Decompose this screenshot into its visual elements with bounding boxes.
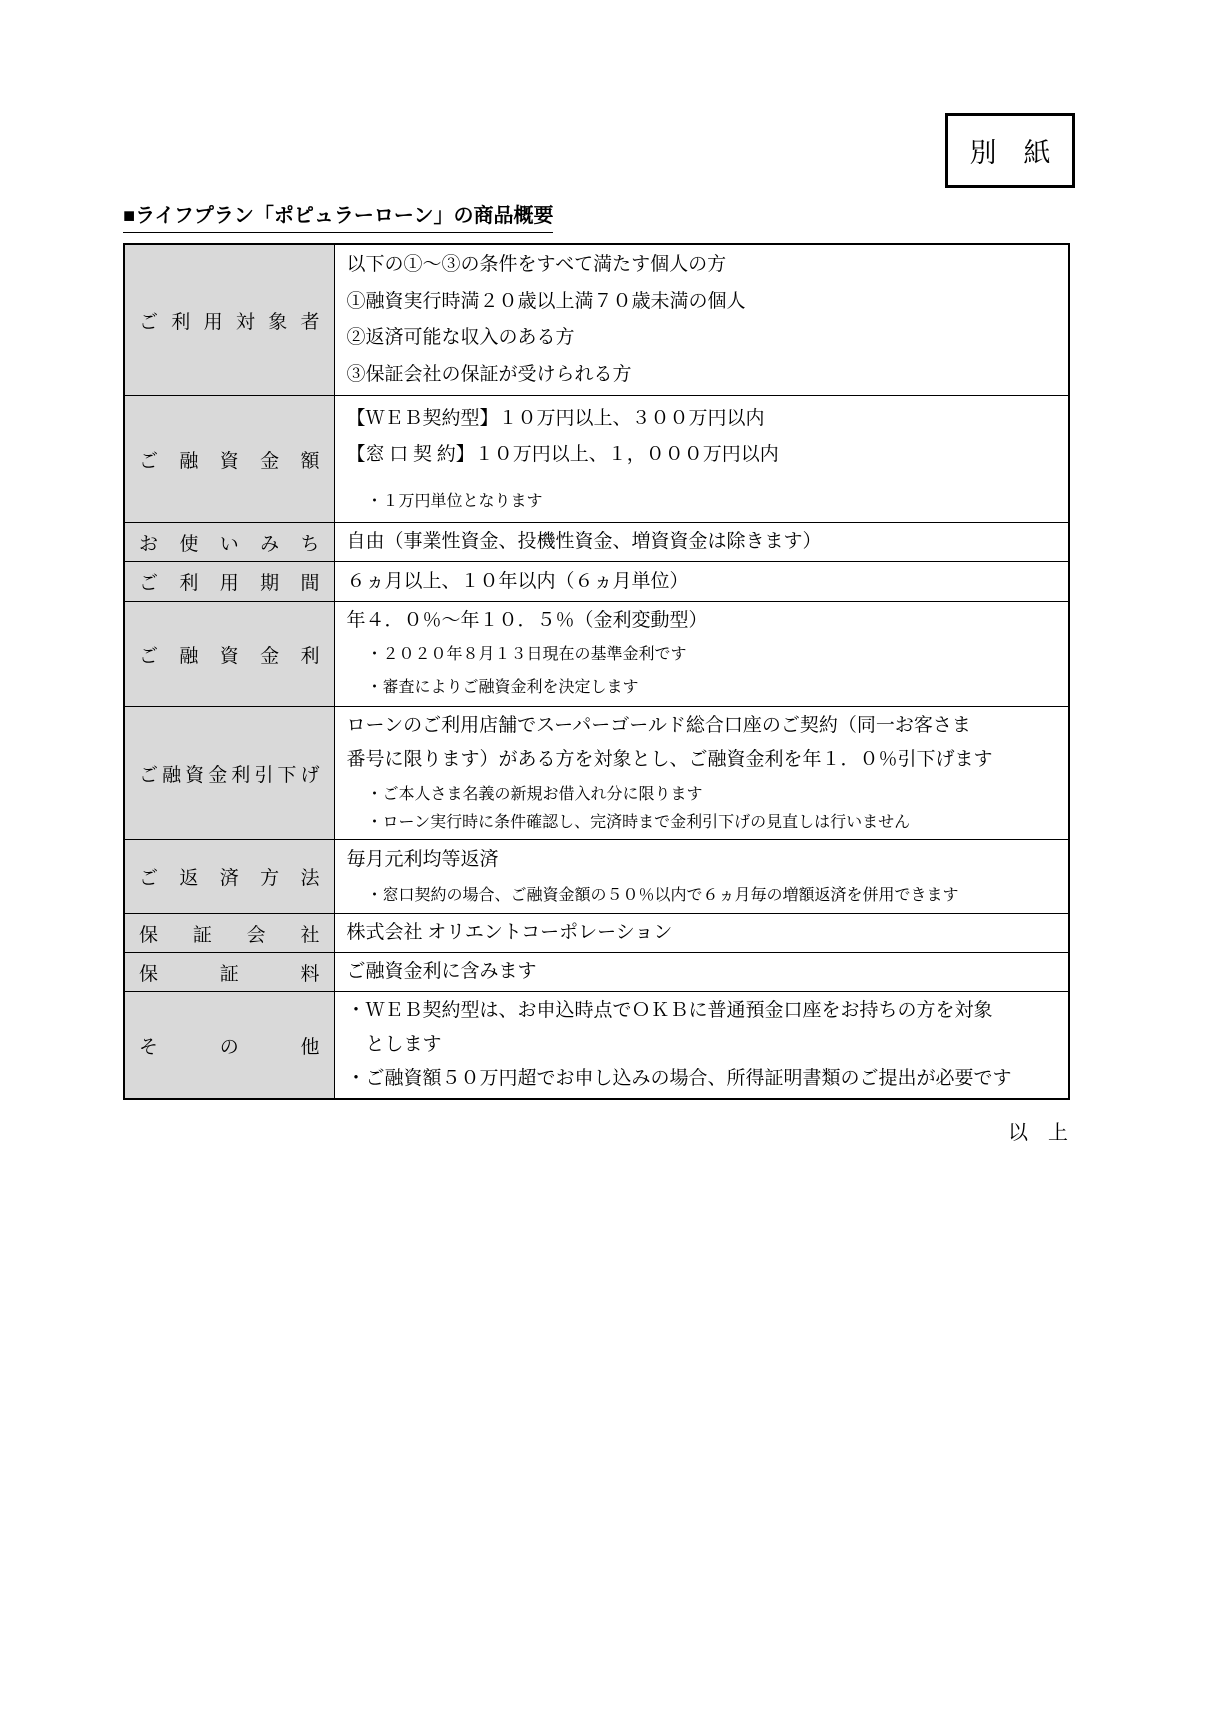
table-row — [124, 244, 1069, 396]
content-line: ご融資金利に含みます — [346, 961, 537, 982]
content-line: 以下の①～③の条件をすべて満たす個人の方 — [346, 254, 727, 275]
row-label: ご利用対象者 — [139, 311, 320, 333]
row-label: ご融資金額 — [139, 450, 320, 472]
content-line: ローンのご利用店舗でスーパーゴールド総合口座のご契約（同一お客さま — [346, 715, 971, 736]
content-line: ②返済可能な収入のある方 — [346, 327, 575, 348]
row-content-cell — [334, 244, 1069, 396]
row-content-cell — [334, 523, 1069, 562]
row-content-cell — [334, 953, 1069, 992]
row-label: ご融資金利引下げ — [139, 764, 320, 786]
row-label-cell — [124, 602, 334, 707]
content-note: ・２０２０年８月１３日現在の基準金利です — [366, 646, 687, 663]
content-line: 年４．０％～年１０．５％（金利変動型） — [346, 610, 708, 631]
row-label: 保証料 — [139, 963, 320, 985]
row-label: ご融資金利 — [139, 645, 320, 667]
row-label-cell — [124, 562, 334, 602]
content-line: ・ＷＥＢ契約型は、お申込時点でＯＫＢに普通預金口座をお持ちの方を対象 — [346, 1000, 993, 1021]
table-row — [124, 562, 1069, 602]
table-row — [124, 602, 1069, 707]
row-label-cell — [124, 953, 334, 992]
closing-text: 以 上 — [1008, 1122, 1068, 1144]
row-label: お使いみち — [139, 533, 320, 555]
row-content-cell — [334, 562, 1069, 602]
content-line: ・ご融資額５０万円超でお申し込みの場合、所得証明書類のご提出が必要です — [346, 1068, 1012, 1089]
table-row — [124, 396, 1069, 523]
content-note: ・１万円単位となります — [366, 493, 543, 510]
row-content-cell — [334, 707, 1069, 840]
table-row — [124, 523, 1069, 562]
row-label-cell — [124, 840, 334, 914]
content-line: とします — [365, 1034, 442, 1055]
content-line: 株式会社 オリエントコーポレーション — [346, 922, 673, 943]
product-summary-table — [123, 243, 1070, 1100]
row-label-cell — [124, 396, 334, 523]
row-content-cell — [334, 992, 1069, 1100]
content-line: 番号に限ります）がある方を対象とし、ご融資金利を年１．０％引下げます — [346, 749, 993, 770]
content-note: ・審査によりご融資金利を決定します — [366, 679, 639, 696]
table-row — [124, 840, 1069, 914]
content-line: ③保証会社の保証が受けられる方 — [346, 363, 632, 385]
content-line: 【ＷＥＢ契約型】１０万円以上、３００万円以内 — [346, 408, 765, 429]
content-note: ・ご本人さま名義の新規お借入れ分に限ります — [366, 786, 703, 803]
table-row — [124, 914, 1069, 953]
table-row — [124, 953, 1069, 992]
row-label-cell — [124, 244, 334, 396]
content-line: ６ヵ月以上、１０年以内（６ヵ月単位） — [346, 570, 689, 592]
table-row — [124, 707, 1069, 840]
table-row — [124, 992, 1069, 1100]
row-content-cell — [334, 914, 1069, 953]
row-label-cell — [124, 523, 334, 562]
content-line: 自由（事業性資金、投機性資金、増資資金は除きます） — [346, 531, 822, 552]
page-title-wrap — [123, 203, 553, 233]
content-note: ・ローン実行時に条件確認し、完済時まで金利引下げの見直しは行いません — [366, 814, 911, 831]
content-note: ・窓口契約の場合、ご融資金額の５０％以内で６ヵ月毎の増額返済を併用できます — [366, 886, 959, 904]
row-label-cell — [124, 707, 334, 840]
content-line: 毎月元利均等返済 — [346, 848, 499, 870]
row-content-cell — [334, 840, 1069, 914]
row-label: 保証会社 — [139, 924, 320, 946]
attachment-tag — [945, 113, 1075, 188]
content-line: 【窓 口 契 約】１０万円以上、１，０００万円以内 — [346, 444, 779, 465]
row-content-cell — [334, 396, 1069, 523]
row-label-cell — [124, 914, 334, 953]
row-label: ご返済方法 — [139, 868, 320, 889]
attachment-tag-label: 別 紙 — [969, 138, 1051, 168]
row-label-cell — [124, 992, 334, 1100]
content-line: ①融資実行時満２０歳以上満７０歳未満の個人 — [346, 290, 746, 312]
row-label: その他 — [139, 1036, 320, 1058]
row-content-cell — [334, 602, 1069, 707]
page-title: ■ライフプラン「ポピュラーローン」の商品概要 — [123, 203, 553, 233]
row-label: ご利用期間 — [139, 573, 320, 594]
